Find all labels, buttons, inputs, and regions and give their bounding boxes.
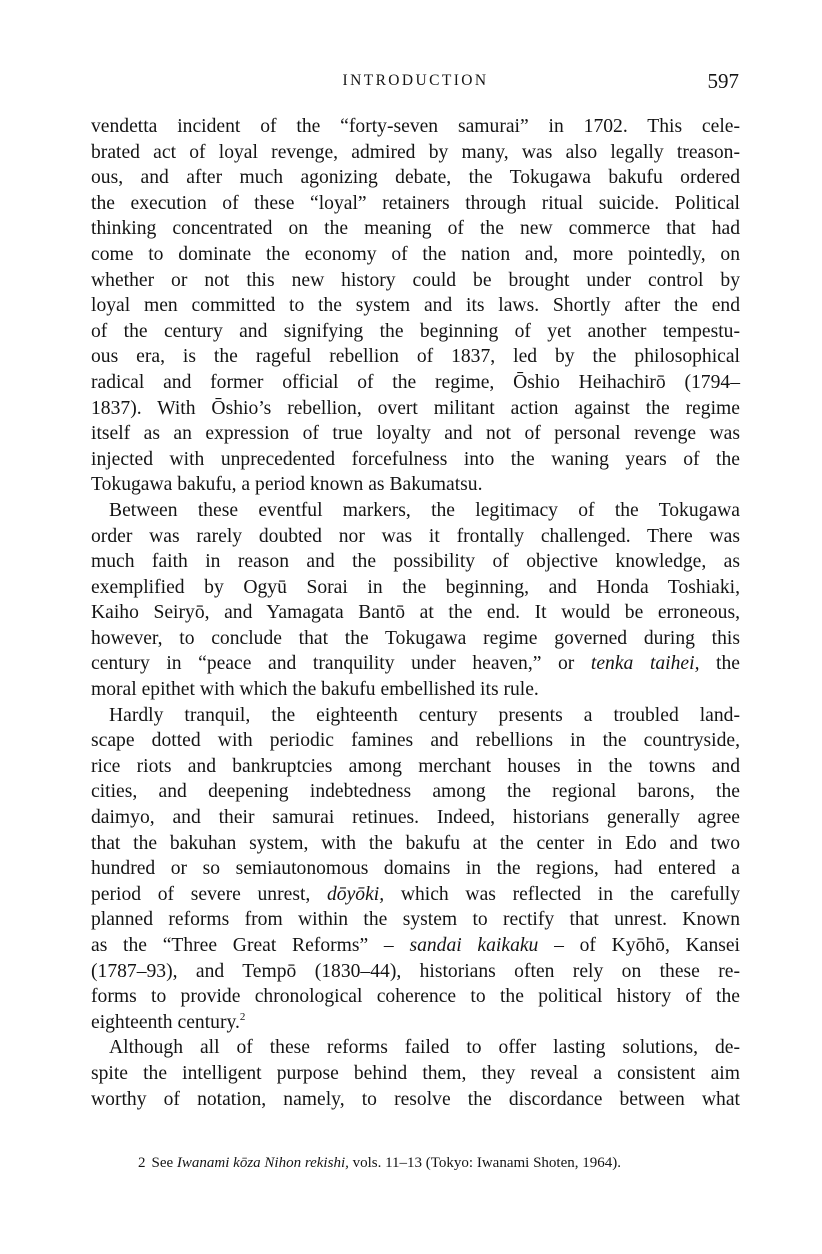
- text-line: spite the intelligent purpose behind them, they reveal a consistent aim: [91, 1062, 740, 1084]
- footnote-marker[interactable]: 2: [239, 1010, 246, 1023]
- text-line: Hardly tranquil, the eighteenth century presents a troubled land-: [109, 704, 740, 726]
- text-line: however, to conclude that the Tokugawa regime governed during this: [91, 627, 740, 649]
- italic-term: sandai kaikaku: [409, 935, 539, 956]
- text-run: century in “peace and tranquility under heaven,” or: [91, 653, 591, 675]
- text-line: 1837). With Ōshio’s rebellion, overt militant action against the regime: [91, 397, 740, 419]
- text-line: exemplified by Ogyū Sorai in the beginning, and Honda Toshiaki,: [91, 576, 740, 598]
- text-line: scape dotted with periodic famines and rebellions in the countryside,: [91, 730, 740, 752]
- text-line: injected with unprecedented forcefulness into the waning years of the: [91, 448, 740, 470]
- text-line: the execution of these “loyal” retainers through ritual suicide. Political: [91, 192, 740, 214]
- body-text: [91, 114, 740, 1112]
- text-line: of the century and signifying the beginning of yet another tempestu-: [91, 320, 740, 342]
- text-line: [91, 1010, 740, 1036]
- text-line: whether or not this new history could be brought under control by: [91, 269, 740, 291]
- text-line: Although all of these reforms failed to offer lasting solutions, de-: [109, 1037, 740, 1059]
- text-line: rice riots and bankruptcies among merchant houses in the towns and: [91, 755, 740, 777]
- text-run: which was reflected in the carefully: [384, 883, 740, 905]
- text-line: radical and former official of the regime, Ōshio Heihachirō (1794–: [91, 371, 740, 393]
- running-title: INTRODUCTION: [342, 72, 489, 89]
- text-line: order was rarely doubted nor was it frontally challenged. There was: [91, 525, 740, 547]
- text-line: daimyo, and their samurai retinues. Indeed, historians generally agree: [91, 807, 740, 829]
- footnote-title: Iwanami kōza Nihon rekishi,: [176, 1155, 349, 1171]
- text-line: brated act of loyal revenge, admired by many, was also legally treason-: [91, 141, 740, 163]
- footnote-number: 2: [138, 1155, 146, 1171]
- footnote: [138, 1155, 621, 1172]
- text-line: [91, 651, 740, 677]
- text-line: [91, 882, 740, 908]
- text-line: come to dominate the economy of the nation and, more pointedly, on: [91, 243, 740, 265]
- running-head: [91, 66, 740, 106]
- text-run: – of Kyōhō, Kansei: [538, 935, 741, 956]
- text-line: loyal men committed to the system and its laws. Shortly after the end: [91, 295, 740, 317]
- text-line: hundred or so semiautonomous domains in the regions, had entered a: [91, 858, 740, 880]
- text-line: (1787–93), and Tempō (1830–44), historians often rely on these re-: [91, 960, 740, 982]
- text-line: that the bakuhan system, with the bakufu at the center in Edo and two: [91, 832, 740, 854]
- text-line: much faith in reason and the possibility of objective knowledge, as: [91, 551, 740, 573]
- text-line: forms to provide chronological coherence to the political history of the: [91, 986, 740, 1008]
- italic-term: tenka taihei,: [590, 653, 700, 675]
- text-run: the: [699, 653, 740, 675]
- text-line: vendetta incident of the “forty-seven samurai” in 1702. This cele-: [91, 116, 740, 137]
- page-number: 597: [707, 69, 739, 93]
- text-line: ous, and after much agonizing debate, the Tokugawa bakufu ordered: [91, 167, 740, 189]
- text-line: Between these eventful markers, the legitimacy of the Tokugawa: [109, 499, 740, 521]
- text-line: ous era, is the rageful rebellion of 1837, led by the philosophical: [91, 346, 740, 368]
- text-line: worthy of notation, namely, to resolve the discordance between what: [91, 1088, 740, 1110]
- page: [91, 66, 740, 1112]
- footnote-text: vols. 11–13 (Tokyo: Iwanami Shoten, 1964).: [348, 1155, 621, 1171]
- text-line: planned reforms from within the system to rectify that unrest. Known: [91, 909, 740, 931]
- text-run: as the “Three Great Reforms” –: [91, 935, 410, 956]
- text-line: thinking concentrated on the meaning of the new commerce that had: [91, 218, 740, 240]
- text-line: Tokugawa bakufu, a period known as Bakumatsu.: [91, 474, 483, 496]
- text-line: itself as an expression of true loyalty and not of personal revenge was: [91, 423, 740, 445]
- text-run: eighteenth century.: [91, 1011, 240, 1033]
- text-line: cities, and deepening indebtedness among the regional barons, the: [91, 781, 740, 803]
- italic-term: dōyōki,: [327, 883, 385, 905]
- text-line: moral epithet with which the bakufu embellished its rule.: [91, 679, 539, 701]
- text-line: Kaiho Seiryō, and Yamagata Bantō at the end. It would be erroneous,: [91, 602, 740, 624]
- text-line: [91, 933, 740, 959]
- footnote-text: See: [151, 1155, 177, 1171]
- text-run: period of severe unrest,: [91, 883, 327, 905]
